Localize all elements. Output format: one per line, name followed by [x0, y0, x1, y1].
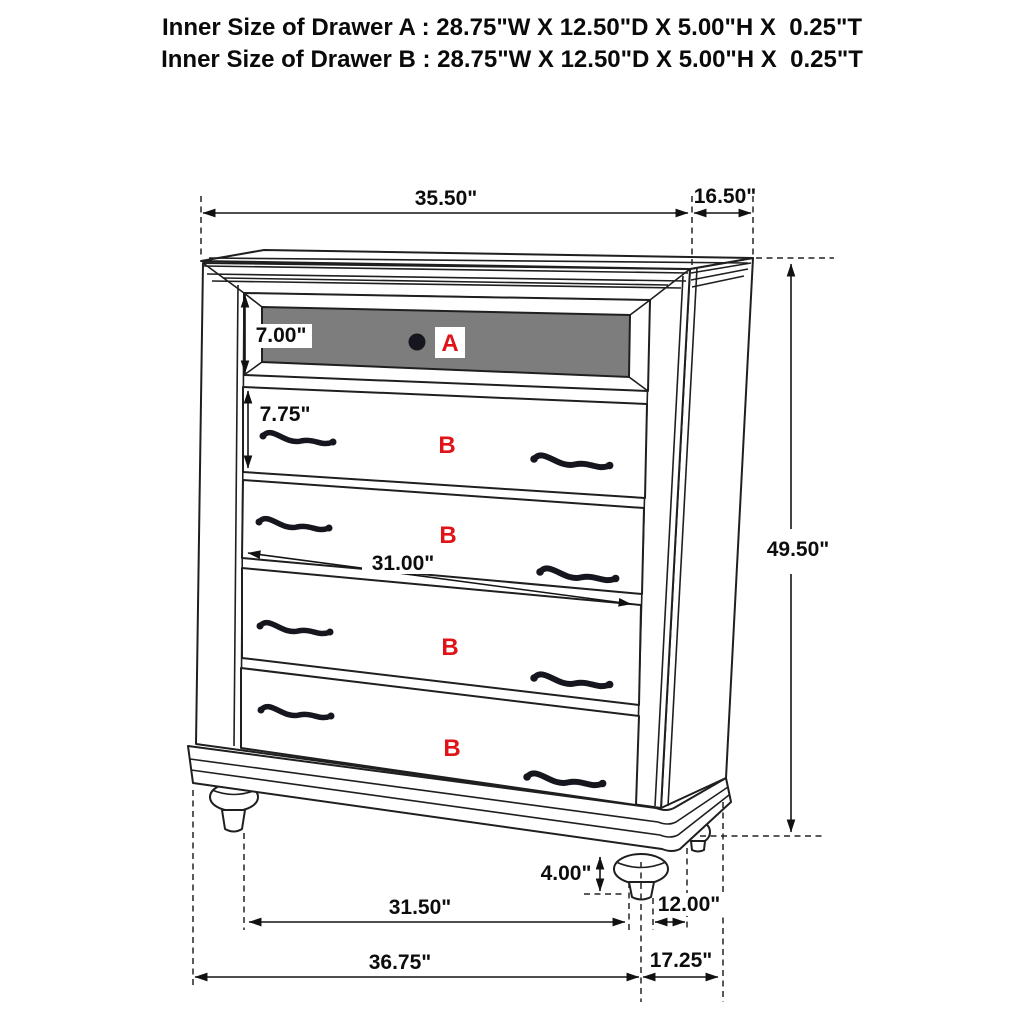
dim-drawer-a-height-label: 7.00"	[255, 324, 307, 347]
dim-top-width	[203, 187, 688, 213]
dim-overall-depth-label: 17.25"	[649, 949, 713, 972]
dim-overall-height-label: 49.50"	[766, 538, 830, 561]
dim-foot-height-label: 4.00"	[540, 862, 592, 885]
dim-feet-span-depth	[654, 893, 724, 922]
drawer-knob	[409, 334, 426, 351]
drawer-b1-label: B	[438, 432, 456, 459]
dim-feet-span-width-label: 31.50"	[388, 896, 452, 919]
dim-foot-height	[536, 857, 600, 891]
dim-drawer-inner-width-label: 31.00"	[371, 552, 435, 575]
dim-overall-depth	[643, 949, 718, 977]
dim-feet-span-depth-label: 12.00"	[657, 893, 721, 916]
dim-overall-width-label: 36.75"	[368, 951, 432, 974]
drawer-b4-label: B	[443, 735, 461, 762]
dim-top-width-label: 35.50"	[414, 187, 478, 210]
drawer-b-inner-size-text: Inner Size of Drawer B : 28.75"W X 12.50"D X 5.00"H X 0.25"T	[161, 46, 863, 73]
dim-feet-span-width	[249, 896, 625, 922]
dim-overall-width	[195, 951, 639, 977]
drawer-a-label: A	[441, 330, 459, 357]
dim-top-depth	[694, 185, 757, 213]
drawer-b3-label: B	[441, 634, 459, 661]
drawer-b2-label: B	[439, 522, 457, 549]
dim-overall-height	[758, 264, 838, 832]
dim-top-depth-label: 16.50"	[693, 185, 757, 208]
drawer-a-inner-size-text: Inner Size of Drawer A : 28.75"W X 12.50"D X 5.00"H X 0.25"T	[161, 14, 862, 41]
dim-drawer-b-height-label: 7.75"	[259, 403, 311, 426]
